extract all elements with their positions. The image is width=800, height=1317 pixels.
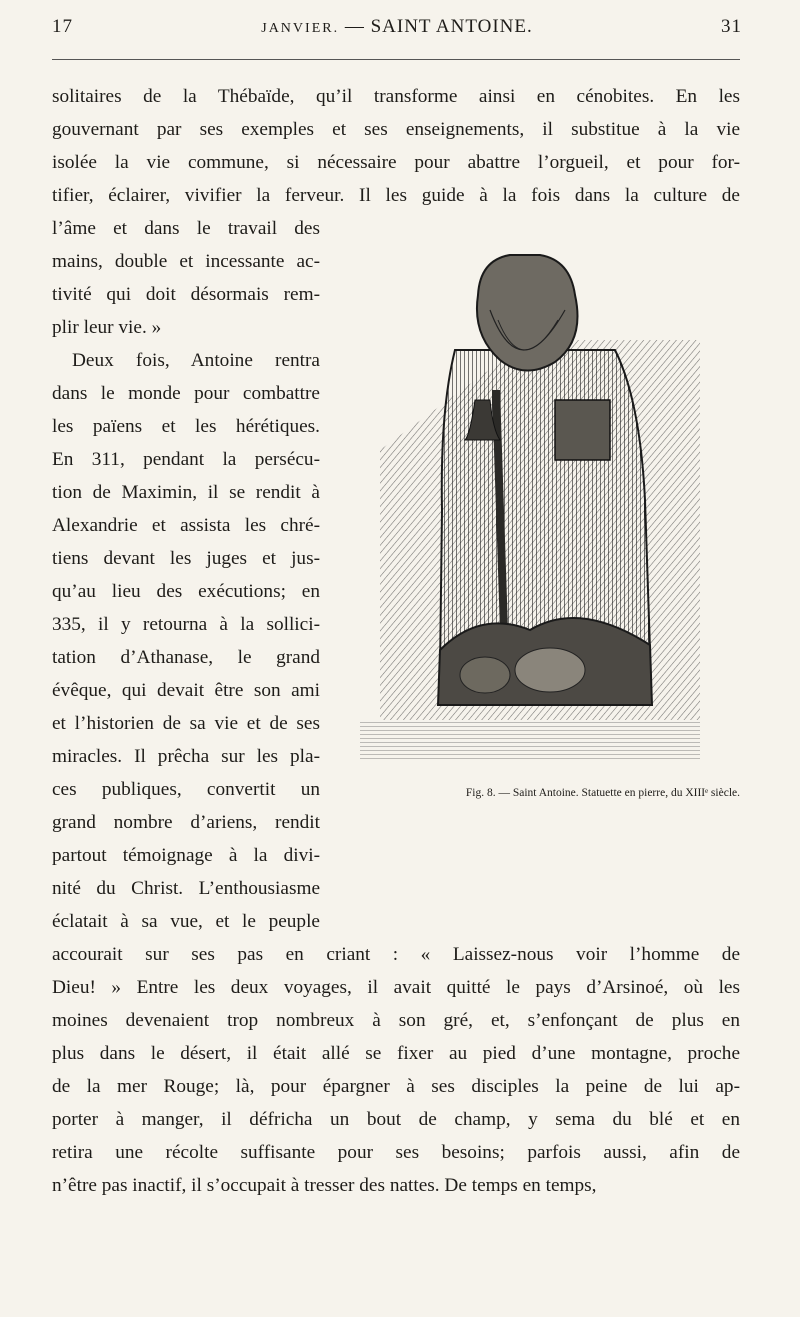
text-line: Alexandrie et assista les chré- <box>52 515 320 536</box>
text-line: n’être pas inactif, il s’occupait à tresser des nattes. De temps en temps, <box>52 1175 597 1196</box>
header-title <box>52 16 742 38</box>
figure-caption: Fig. 8. — Saint Antoine. Statuette en pierre, du XIIIᵉ siècle. <box>465 787 740 799</box>
text-line: plir leur vie. » <box>52 317 162 338</box>
text-line: porter à manger, il défricha un bout de champ, y sema du blé et en <box>52 1109 740 1130</box>
text-line: les païens et les hérétiques. <box>52 416 320 437</box>
text-line: 335, il y retourna à la sollici- <box>52 614 320 635</box>
text-line: accourait sur ses pas en criant : « Laissez-nous voir l’homme de <box>52 944 740 965</box>
text-line: retira une récolte suffisante pour ses besoins; parfois aussi, afin de <box>52 1142 740 1163</box>
text-line: et l’historien de sa vie et de ses <box>52 713 320 734</box>
header-month: JANVIER. <box>261 21 340 36</box>
running-head <box>52 16 742 42</box>
text-line: tifier, éclairer, vivifier la ferveur. Il les guide à la fois dans la culture de <box>52 185 740 206</box>
text-line: plus dans le désert, il était allé se fixer au pied d’une montagne, proche <box>52 1043 740 1064</box>
text-line: solitaires de la Thébaïde, qu’il transforme ainsi en cénobites. En les <box>52 86 740 107</box>
text-line: éclatait à sa vue, et le peuple <box>52 911 320 932</box>
text-line: ces publiques, convertit un <box>52 779 320 800</box>
text-line: dans le monde pour combattre <box>52 383 320 404</box>
header-date: 17 <box>52 16 73 37</box>
text-line: Deux fois, Antoine rentra <box>72 350 320 371</box>
text-line: Dieu! » Entre les deux voyages, il avait quitté le pays d’Arsinoé, où les <box>52 977 740 998</box>
text-line: nité du Christ. L’enthousiasme <box>52 878 320 899</box>
text-line: miracles. Il prêcha sur les pla- <box>52 746 320 767</box>
text-line: tation d’Athanase, le grand <box>52 647 320 668</box>
text-line: évêque, qui devait être son ami <box>52 680 320 701</box>
text-line: de la mer Rouge; là, pour épargner à ses disciples la peine de lui ap- <box>52 1076 740 1097</box>
statuette-illustration <box>360 250 700 770</box>
text-line: mains, double et incessante ac- <box>52 251 320 272</box>
statuette-engraving <box>360 250 700 770</box>
text-line: tivité qui doit désormais rem- <box>52 284 320 305</box>
text-line: tiens devant les juges et jus- <box>52 548 320 569</box>
text-line: grand nombre d’ariens, rendit <box>52 812 320 833</box>
text-line: l’âme et dans le travail des <box>52 218 320 239</box>
text-line: moines devenaient trop nombreux à son gré, et, s’enfonçant de plus en <box>52 1010 740 1031</box>
text-line: isolée la vie commune, si nécessaire pour abattre l’orgueil, et pour for- <box>52 152 740 173</box>
header-rule <box>52 59 740 60</box>
text-line: tion de Maximin, il se rendit à <box>52 482 320 503</box>
header-saint: — SAINT ANTOINE. <box>339 16 533 37</box>
page-number: 31 <box>721 16 742 37</box>
text-line: partout témoignage à la divi- <box>52 845 320 866</box>
text-line: qu’au lieu des exécutions; en <box>52 581 320 602</box>
text-line: En 311, pendant la persécu- <box>52 449 320 470</box>
text-line: gouvernant par ses exemples et ses enseignements, il substitue à la vie <box>52 119 740 140</box>
